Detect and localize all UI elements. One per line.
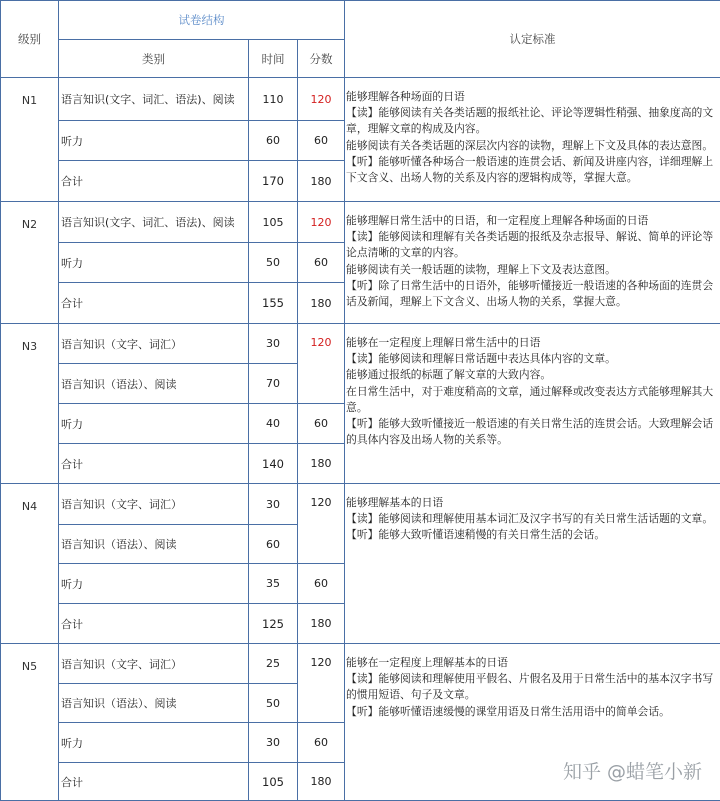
category-cell: 语言知识（文字、词汇） xyxy=(59,324,249,364)
time-cell: 40 xyxy=(249,404,298,444)
category-cell: 听力 xyxy=(59,723,249,763)
score-cell: 180 xyxy=(298,763,345,801)
score-cell: 120 xyxy=(298,644,345,723)
level-description xyxy=(345,202,720,324)
score-cell: 180 xyxy=(298,161,345,202)
time-cell: 110 xyxy=(249,78,298,121)
score-cell: 120 xyxy=(298,202,345,243)
category-cell: 合计 xyxy=(59,763,249,801)
table-row xyxy=(1,484,720,525)
level-name: N3 xyxy=(1,324,59,484)
level-description xyxy=(345,484,720,644)
score-cell: 120 xyxy=(298,324,345,404)
description-line: 能够理解日常生活中的日语，和一定程度上理解各种场面的日语 xyxy=(346,213,720,229)
category-cell: 听力 xyxy=(59,243,249,283)
header-category: 类别 xyxy=(59,40,249,78)
score-cell: 180 xyxy=(298,444,345,484)
description-line: 能够理解基本的日语 xyxy=(346,495,720,511)
table-row xyxy=(1,202,720,243)
table-row xyxy=(1,644,720,684)
time-cell: 25 xyxy=(249,644,298,684)
score-cell: 180 xyxy=(298,604,345,644)
category-cell: 语言知识（语法）、阅读 xyxy=(59,364,249,404)
category-cell: 语言知识（语法）、阅读 xyxy=(59,525,249,564)
zhihu-watermark xyxy=(563,757,702,784)
score-cell: 60 xyxy=(298,723,345,763)
level-name: N1 xyxy=(1,78,59,202)
header-score: 分数 xyxy=(298,40,345,78)
score-cell: 60 xyxy=(298,404,345,444)
description-line: 【听】能够听懂语速缓慢的课堂用语及日常生活用语中的简单会话。 xyxy=(346,704,720,720)
description-line: 【听】能够大致听懂语速稍慢的有关日常生活的会话。 xyxy=(346,527,720,543)
time-cell: 30 xyxy=(249,484,298,525)
description-line: 【读】能够阅读和理解有关各类话题的报纸及杂志报导、解说、简单的评论等论点清晰的文章的内容。 xyxy=(346,229,720,261)
description-line: 能够通过报纸的标题了解文章的大致内容。 xyxy=(346,367,720,383)
level-name: N5 xyxy=(1,644,59,801)
time-cell: 50 xyxy=(249,684,298,723)
score-cell: 120 xyxy=(298,78,345,121)
table-row xyxy=(1,324,720,364)
category-cell: 合计 xyxy=(59,604,249,644)
level-name: N2 xyxy=(1,202,59,324)
score-cell: 120 xyxy=(298,484,345,564)
description-line: 【听】除了日常生活中的日语外，能够听懂接近一般语速的各种场面的连贯会话及新闻，理解上下文含义、出场人物的关系，掌握大意。 xyxy=(346,278,720,310)
category-cell: 合计 xyxy=(59,444,249,484)
description-line: 在日常生活中，对于难度稍高的文章，通过解释或改变表达方式能够理解其大意。 xyxy=(346,384,720,416)
category-cell: 语言知识（语法）、阅读 xyxy=(59,684,249,723)
time-cell: 140 xyxy=(249,444,298,484)
description-line: 能够阅读有关一般话题的读物，理解上下文及表达意图。 xyxy=(346,262,720,278)
description-line: 能够阅读有关各类话题的深层次内容的读物，理解上下文及具体的表达意图。 xyxy=(346,138,720,154)
category-cell: 语言知识(文字、词汇、语法)、阅读 xyxy=(59,78,249,121)
description-line: 【读】能够阅读和理解日常话题中表达具体内容的文章。 xyxy=(346,351,720,367)
description-line: 能够理解各种场面的日语 xyxy=(346,89,720,105)
category-cell: 语言知识（文字、词汇） xyxy=(59,484,249,525)
time-cell: 170 xyxy=(249,161,298,202)
level-description xyxy=(345,78,720,202)
time-cell: 70 xyxy=(249,364,298,404)
description-line: 【读】能够阅读有关各类话题的报纸社论、评论等逻辑性稍强、抽象度高的文章，理解文章的构成及内容。 xyxy=(346,105,720,137)
time-cell: 105 xyxy=(249,763,298,801)
watermark-text: 知乎 @蜡笔小新 xyxy=(563,757,702,784)
header-structure: 试卷结构 xyxy=(59,1,345,40)
category-cell: 语言知识(文字、词汇、语法)、阅读 xyxy=(59,202,249,243)
header-level: 级别 xyxy=(1,1,59,78)
category-cell: 语言知识（文字、词汇） xyxy=(59,644,249,684)
level-name: N4 xyxy=(1,484,59,644)
category-cell: 听力 xyxy=(59,404,249,444)
description-line: 能够在一定程度上理解日常生活中的日语 xyxy=(346,335,720,351)
header-time: 时间 xyxy=(249,40,298,78)
header-standard: 认定标准 xyxy=(345,1,720,78)
time-cell: 30 xyxy=(249,723,298,763)
table-row xyxy=(1,78,720,121)
description-line: 能够在一定程度上理解基本的日语 xyxy=(346,655,720,671)
category-cell: 听力 xyxy=(59,564,249,604)
score-cell: 180 xyxy=(298,283,345,324)
time-cell: 30 xyxy=(249,324,298,364)
time-cell: 60 xyxy=(249,121,298,161)
time-cell: 105 xyxy=(249,202,298,243)
time-cell: 35 xyxy=(249,564,298,604)
time-cell: 155 xyxy=(249,283,298,324)
category-cell: 合计 xyxy=(59,283,249,324)
description-line: 【听】能够听懂各种场合一般语速的连贯会话、新闻及讲座内容，详细理解上下文含义、出场人物的关系及内容的逻辑构成等，掌握大意。 xyxy=(346,154,720,186)
level-description xyxy=(345,324,720,484)
time-cell: 50 xyxy=(249,243,298,283)
score-cell: 60 xyxy=(298,121,345,161)
description-line: 【读】能够阅读和理解使用平假名、片假名及用于日常生活中的基本汉字书写的惯用短语、句子及文章。 xyxy=(346,671,720,703)
category-cell: 听力 xyxy=(59,121,249,161)
score-cell: 60 xyxy=(298,243,345,283)
time-cell: 125 xyxy=(249,604,298,644)
category-cell: 合计 xyxy=(59,161,249,202)
score-cell: 60 xyxy=(298,564,345,604)
description-line: 【读】能够阅读和理解使用基本词汇及汉字书写的有关日常生活话题的文章。 xyxy=(346,511,720,527)
description-line: 【听】能够大致听懂接近一般语速的有关日常生活的连贯会话。大致理解会话的具体内容及出场人物的关系等。 xyxy=(346,416,720,448)
time-cell: 60 xyxy=(249,525,298,564)
